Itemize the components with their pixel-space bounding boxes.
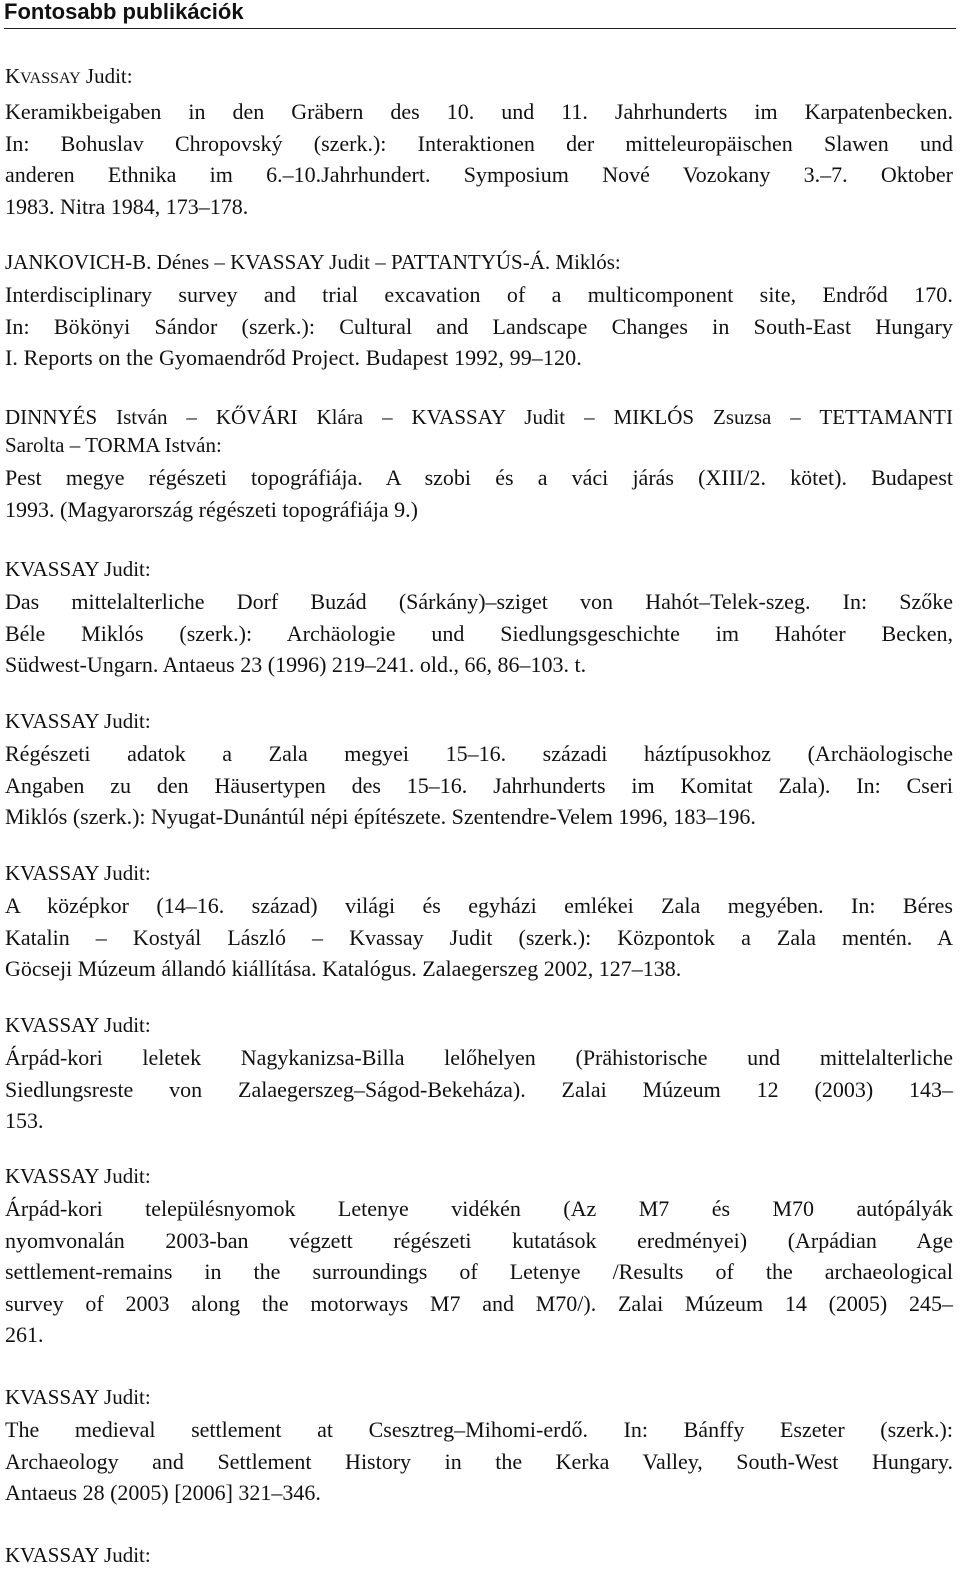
reference-line: Pest megye régészeti topográfiája. A szobi és a váci járás (XIII/2. kötet). Budapest bbox=[5, 465, 953, 490]
reference-line: survey of 2003 along the motorways M7 and M70/). Zalai Múzeum 14 (2005) 245– bbox=[5, 1290, 953, 1316]
publication-reference bbox=[5, 1414, 953, 1509]
publication-entry bbox=[5, 1011, 953, 1137]
publication-entry bbox=[5, 859, 953, 985]
reference-line: In: Bökönyi Sándor (szerk.): Cultural and Landscape Changes in South-East Hungary bbox=[5, 313, 953, 339]
publication-authors bbox=[5, 403, 953, 459]
publication-entry bbox=[5, 1162, 953, 1351]
publication-reference bbox=[5, 96, 953, 222]
reference-line: Göcseji Múzeum állandó kiállítása. Katalógus. Zalaegerszeg 2002, 127–138. bbox=[5, 956, 682, 981]
publication-entry bbox=[5, 707, 953, 833]
reference-line: Das mittelalterliche Dorf Buzád (Sárkány)–sziget von Hahót–Telek-szeg. In: Szőke bbox=[5, 589, 953, 614]
reference-line: I. Reports on the Gyomaendrőd Project. Budapest 1992, 99–120. bbox=[5, 345, 582, 370]
reference-line: 1993. (Magyarország régészeti topográfiája 9.) bbox=[5, 496, 418, 522]
authors-text: KVASSAY Judit: bbox=[5, 861, 151, 885]
publication-authors bbox=[5, 707, 953, 735]
reference-line: Südwest-Ungarn. Antaeus 23 (1996) 219–241. old., 66, 86–103. t. bbox=[5, 652, 587, 677]
publication-entry bbox=[5, 1383, 953, 1509]
reference-line: 261. bbox=[5, 1322, 44, 1347]
authors-text: KVASSAY Judit: bbox=[5, 1543, 151, 1567]
publication-reference bbox=[5, 462, 953, 525]
publication-authors bbox=[5, 1383, 953, 1411]
reference-line: settlement-remains in the surroundings of Letenye /Results of the archaeological bbox=[5, 1259, 953, 1284]
authors-text: KVASSAY Judit: bbox=[5, 557, 151, 581]
reference-line: Árpád-kori leletek Nagykanizsa-Billa lelőhelyen (Prähistorische und mittelalterliche bbox=[5, 1045, 953, 1070]
reference-line: Árpád-kori településnyomok Letenye vidékén (Az M7 és M70 autópályák bbox=[5, 1196, 953, 1221]
reference-line: In: Bohuslav Chropovský (szerk.): Interaktionen der mitteleuropäischen Slawen und bbox=[5, 130, 953, 156]
publication-authors bbox=[5, 555, 953, 583]
reference-line: Régészeti adatok a Zala megyei 15–16. századi háztípusokhoz (Archäologische bbox=[5, 741, 953, 766]
reference-line: 153. bbox=[5, 1108, 44, 1133]
reference-line: Keramikbeigaben in den Gräbern des 10. und 11. Jahrhunderts im Karpatenbecken. bbox=[5, 99, 953, 124]
publication-reference bbox=[5, 738, 953, 833]
reference-line: Siedlungsreste von Zalaegerszeg–Ságod-Bekeháza). Zalai Múzeum 12 (2003) 143– bbox=[5, 1076, 953, 1102]
authors-text: KVASSAY Judit: bbox=[5, 1385, 151, 1409]
authors-smallcaps: VASSAY bbox=[20, 70, 81, 87]
publication-reference bbox=[5, 890, 953, 985]
authors-text: KVASSAY Judit: bbox=[5, 1164, 151, 1188]
authors-text: Sarolta – TORMA István: bbox=[5, 433, 222, 457]
publication-authors bbox=[5, 859, 953, 887]
reference-line: anderen Ethnika im 6.–10.Jahrhundert. Symposium Nové Vozokany 3.–7. Oktober bbox=[5, 162, 953, 187]
reference-line: The medieval settlement at Csesztreg–Mihomi-erdő. In: Bánffy Eszeter (szerk.): bbox=[5, 1417, 953, 1442]
publication-entry bbox=[5, 62, 953, 222]
authors-text: KVASSAY Judit: bbox=[5, 709, 151, 733]
reference-line: Archaeology and Settlement History in the Kerka Valley, South-West Hungary. bbox=[5, 1448, 953, 1474]
publication-entry bbox=[5, 1541, 953, 1572]
reference-line: 1983. Nitra 1984, 173–178. bbox=[5, 193, 249, 219]
publication-authors bbox=[5, 248, 953, 276]
publication-reference bbox=[5, 279, 953, 374]
authors-rest: Judit: bbox=[80, 64, 133, 88]
page-title: Fontosabb publikációk bbox=[4, 0, 956, 29]
authors-text: K bbox=[5, 64, 21, 88]
publication-authors bbox=[5, 62, 953, 93]
authors-text: DINNYÉS István – KŐVÁRI Klára – KVASSAY Judit – MIKLÓS Zsuzsa – TETTAMANTI bbox=[5, 405, 953, 429]
reference-line: Katalin – Kostyál László – Kvassay Judit (szerk.): Központok a Zala mentén. A bbox=[5, 924, 953, 950]
reference-line: A középkor (14–16. század) világi és egyházi emlékei Zala megyében. In: Béres bbox=[5, 893, 953, 918]
authors-text: KVASSAY Judit: bbox=[5, 1013, 151, 1037]
publication-authors bbox=[5, 1162, 953, 1190]
reference-line: Antaeus 28 (2005) [2006] 321–346. bbox=[5, 1480, 321, 1505]
reference-line: Béle Miklós (szerk.): Archäologie und Siedlungsgeschichte im Hahóter Becken, bbox=[5, 620, 953, 646]
publication-reference bbox=[5, 586, 953, 681]
reference-line: Angaben zu den Häusertypen des 15–16. Jahrhunderts im Komitat Zala). In: Cseri bbox=[5, 772, 953, 798]
reference-line: Interdisciplinary survey and trial excavation of a multicomponent site, Endrőd 170. bbox=[5, 282, 953, 307]
publication-reference bbox=[5, 1042, 953, 1137]
authors-text: JANKOVICH-B. Dénes – KVASSAY Judit – PATTANTYÚS-Á. Miklós: bbox=[5, 250, 621, 274]
publication-authors bbox=[5, 1011, 953, 1039]
reference-line: nyomvonalán 2003-ban végzett régészeti kutatások eredményei) (Arpádian Age bbox=[5, 1227, 953, 1253]
publication-entry bbox=[5, 555, 953, 681]
publication-entry bbox=[5, 248, 953, 374]
publication-reference bbox=[5, 1193, 953, 1351]
reference-line: Miklós (szerk.): Nyugat-Dunántúl népi építészete. Szentendre-Velem 1996, 183–196. bbox=[5, 804, 756, 829]
publication-authors bbox=[5, 1541, 953, 1569]
publication-entry bbox=[5, 403, 953, 525]
